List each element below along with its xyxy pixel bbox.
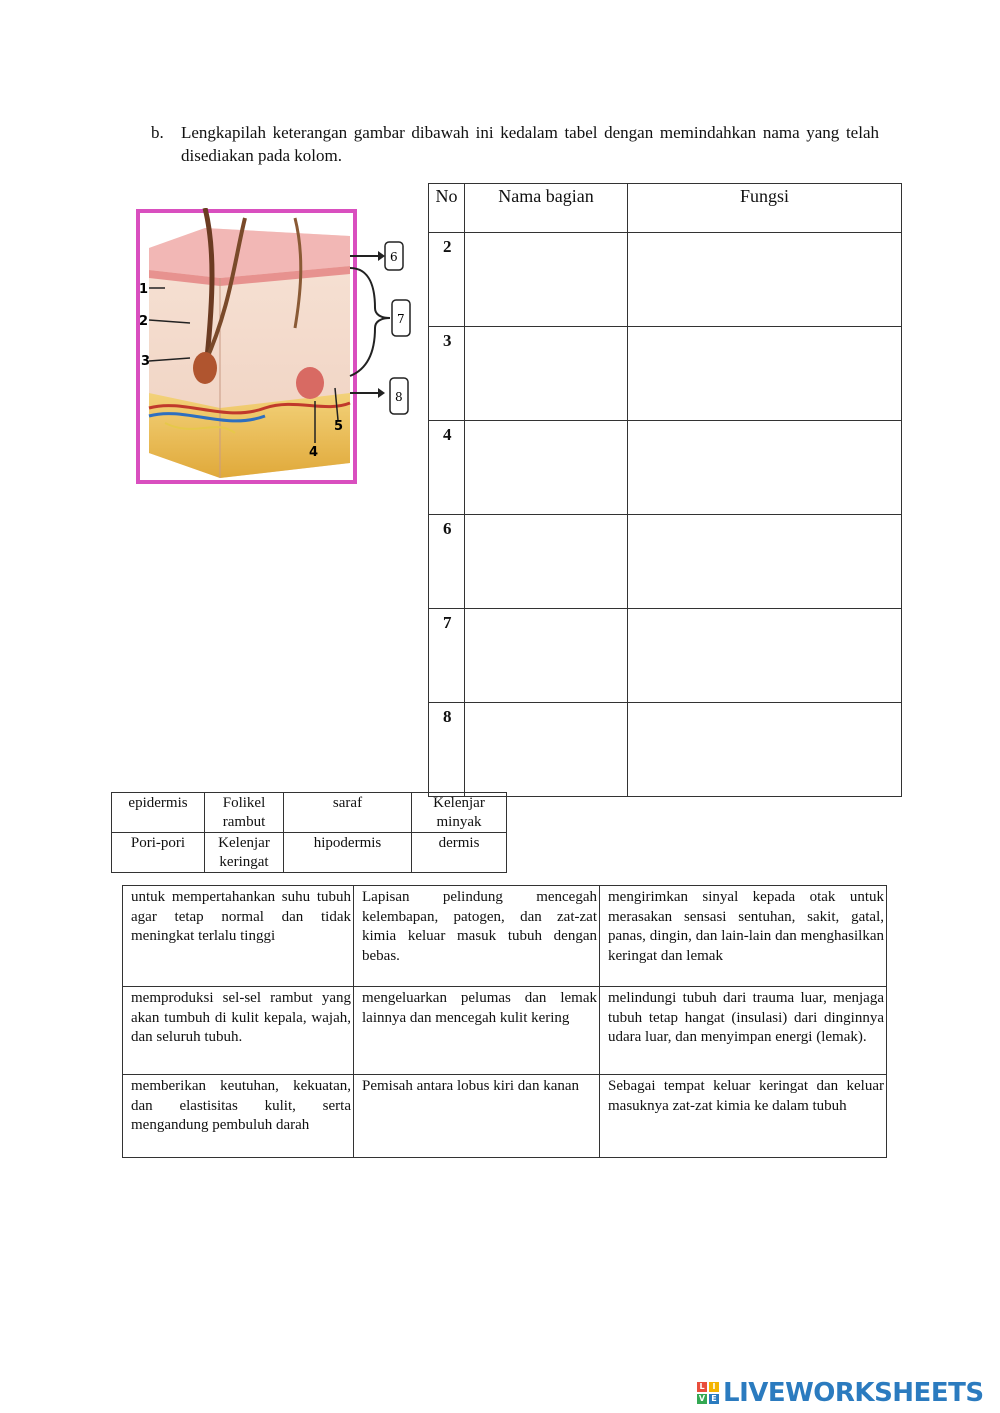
answer-row xyxy=(429,515,902,609)
logo-icon: L I V E xyxy=(697,1382,719,1404)
answer-row xyxy=(429,421,902,515)
name-option[interactable]: Folikel rambut xyxy=(205,793,284,833)
label-2: 2 xyxy=(139,314,149,329)
name-option[interactable]: Kelenjar keringat xyxy=(205,833,284,873)
name-option[interactable]: epidermis xyxy=(112,793,205,833)
name-answer-cell[interactable] xyxy=(465,609,628,703)
function-answer-cell[interactable] xyxy=(628,515,902,609)
name-option[interactable]: dermis xyxy=(412,833,507,873)
skin-diagram-svg xyxy=(135,208,420,490)
hair-follicle xyxy=(193,352,217,384)
answer-row xyxy=(429,609,902,703)
row-number: 7 xyxy=(429,609,465,703)
logo-text: LIVEWORKSHEETS xyxy=(723,1378,984,1408)
instruction-marker: b. xyxy=(151,123,164,142)
function-option[interactable]: Pemisah antara lobus kiri dan kanan xyxy=(354,1075,600,1158)
function-option[interactable]: Lapisan pelindung mencegah kelembapan, patogen, dan zat-zat kimia keluar masuk tubuh dengan bebas. xyxy=(354,886,600,987)
answer-row xyxy=(429,233,902,327)
header-no: No xyxy=(429,184,465,233)
label-3: 3 xyxy=(141,354,151,369)
label-6: 6 xyxy=(390,250,398,264)
function-option[interactable]: mengirimkan sinyal kepada otak untuk merasakan sensasi sentuhan, sakit, gatal, panas, dingin, dan lain-lain dan menghasilkan keringat dan lemak xyxy=(600,886,887,987)
name-option[interactable]: Kelenjar minyak xyxy=(412,793,507,833)
row-number: 6 xyxy=(429,515,465,609)
header-nama-bagian: Nama bagian xyxy=(465,184,628,233)
row-number: 8 xyxy=(429,703,465,797)
function-option[interactable]: Sebagai tempat keluar keringat dan keluar masuknya zat-zat kimia ke dalam tubuh xyxy=(600,1075,887,1158)
function-bank xyxy=(122,885,887,1158)
liveworksheets-logo xyxy=(697,1377,984,1409)
label-7: 7 xyxy=(397,312,405,326)
skin-diagram xyxy=(135,208,420,490)
label-8: 8 xyxy=(395,390,403,404)
name-answer-cell[interactable] xyxy=(465,515,628,609)
name-option[interactable]: hipodermis xyxy=(284,833,412,873)
sweat-gland xyxy=(296,367,324,399)
name-answer-cell[interactable] xyxy=(465,421,628,515)
name-bank xyxy=(111,792,507,873)
function-answer-cell[interactable] xyxy=(628,233,902,327)
name-answer-cell[interactable] xyxy=(465,703,628,797)
answer-header-row xyxy=(429,184,902,233)
answer-row xyxy=(429,327,902,421)
name-answer-cell[interactable] xyxy=(465,327,628,421)
function-option[interactable]: memberikan keutuhan, kekuatan, dan elastisitas kulit, serta mengandung pembuluh darah xyxy=(123,1075,354,1158)
row-number: 2 xyxy=(429,233,465,327)
label-5: 5 xyxy=(334,419,344,434)
answer-row xyxy=(429,703,902,797)
instruction-text: Lengkapilah keterangan gambar dibawah ini kedalam tabel dengan memindahkan nama yang telah disediakan pada kolom. xyxy=(181,123,879,165)
function-option[interactable]: mengeluarkan pelumas dan lemak lainnya dan mencegah kulit kering xyxy=(354,987,600,1075)
function-answer-cell[interactable] xyxy=(628,327,902,421)
header-fungsi: Fungsi xyxy=(628,184,902,233)
row-number: 3 xyxy=(429,327,465,421)
function-option[interactable]: untuk mempertahankan suhu tubuh agar tetap normal dan tidak meningkat terlalu tinggi xyxy=(123,886,354,987)
function-answer-cell[interactable] xyxy=(628,609,902,703)
row-number: 4 xyxy=(429,421,465,515)
name-answer-cell[interactable] xyxy=(465,233,628,327)
label-4: 4 xyxy=(309,445,319,460)
name-option[interactable]: saraf xyxy=(284,793,412,833)
function-option[interactable]: melindungi tubuh dari trauma luar, menjaga tubuh tetap hangat (insulasi) dari dinginnya udara luar, dan menyimpan energi (lemak). xyxy=(600,987,887,1075)
answer-table xyxy=(428,183,902,797)
function-option[interactable]: memproduksi sel-sel rambut yang akan tumbuh di kulit kepala, wajah, dan seluruh tubuh. xyxy=(123,987,354,1075)
name-option[interactable]: Pori-pori xyxy=(112,833,205,873)
function-answer-cell[interactable] xyxy=(628,421,902,515)
instruction xyxy=(151,121,879,167)
label-1: 1 xyxy=(139,282,149,297)
function-answer-cell[interactable] xyxy=(628,703,902,797)
